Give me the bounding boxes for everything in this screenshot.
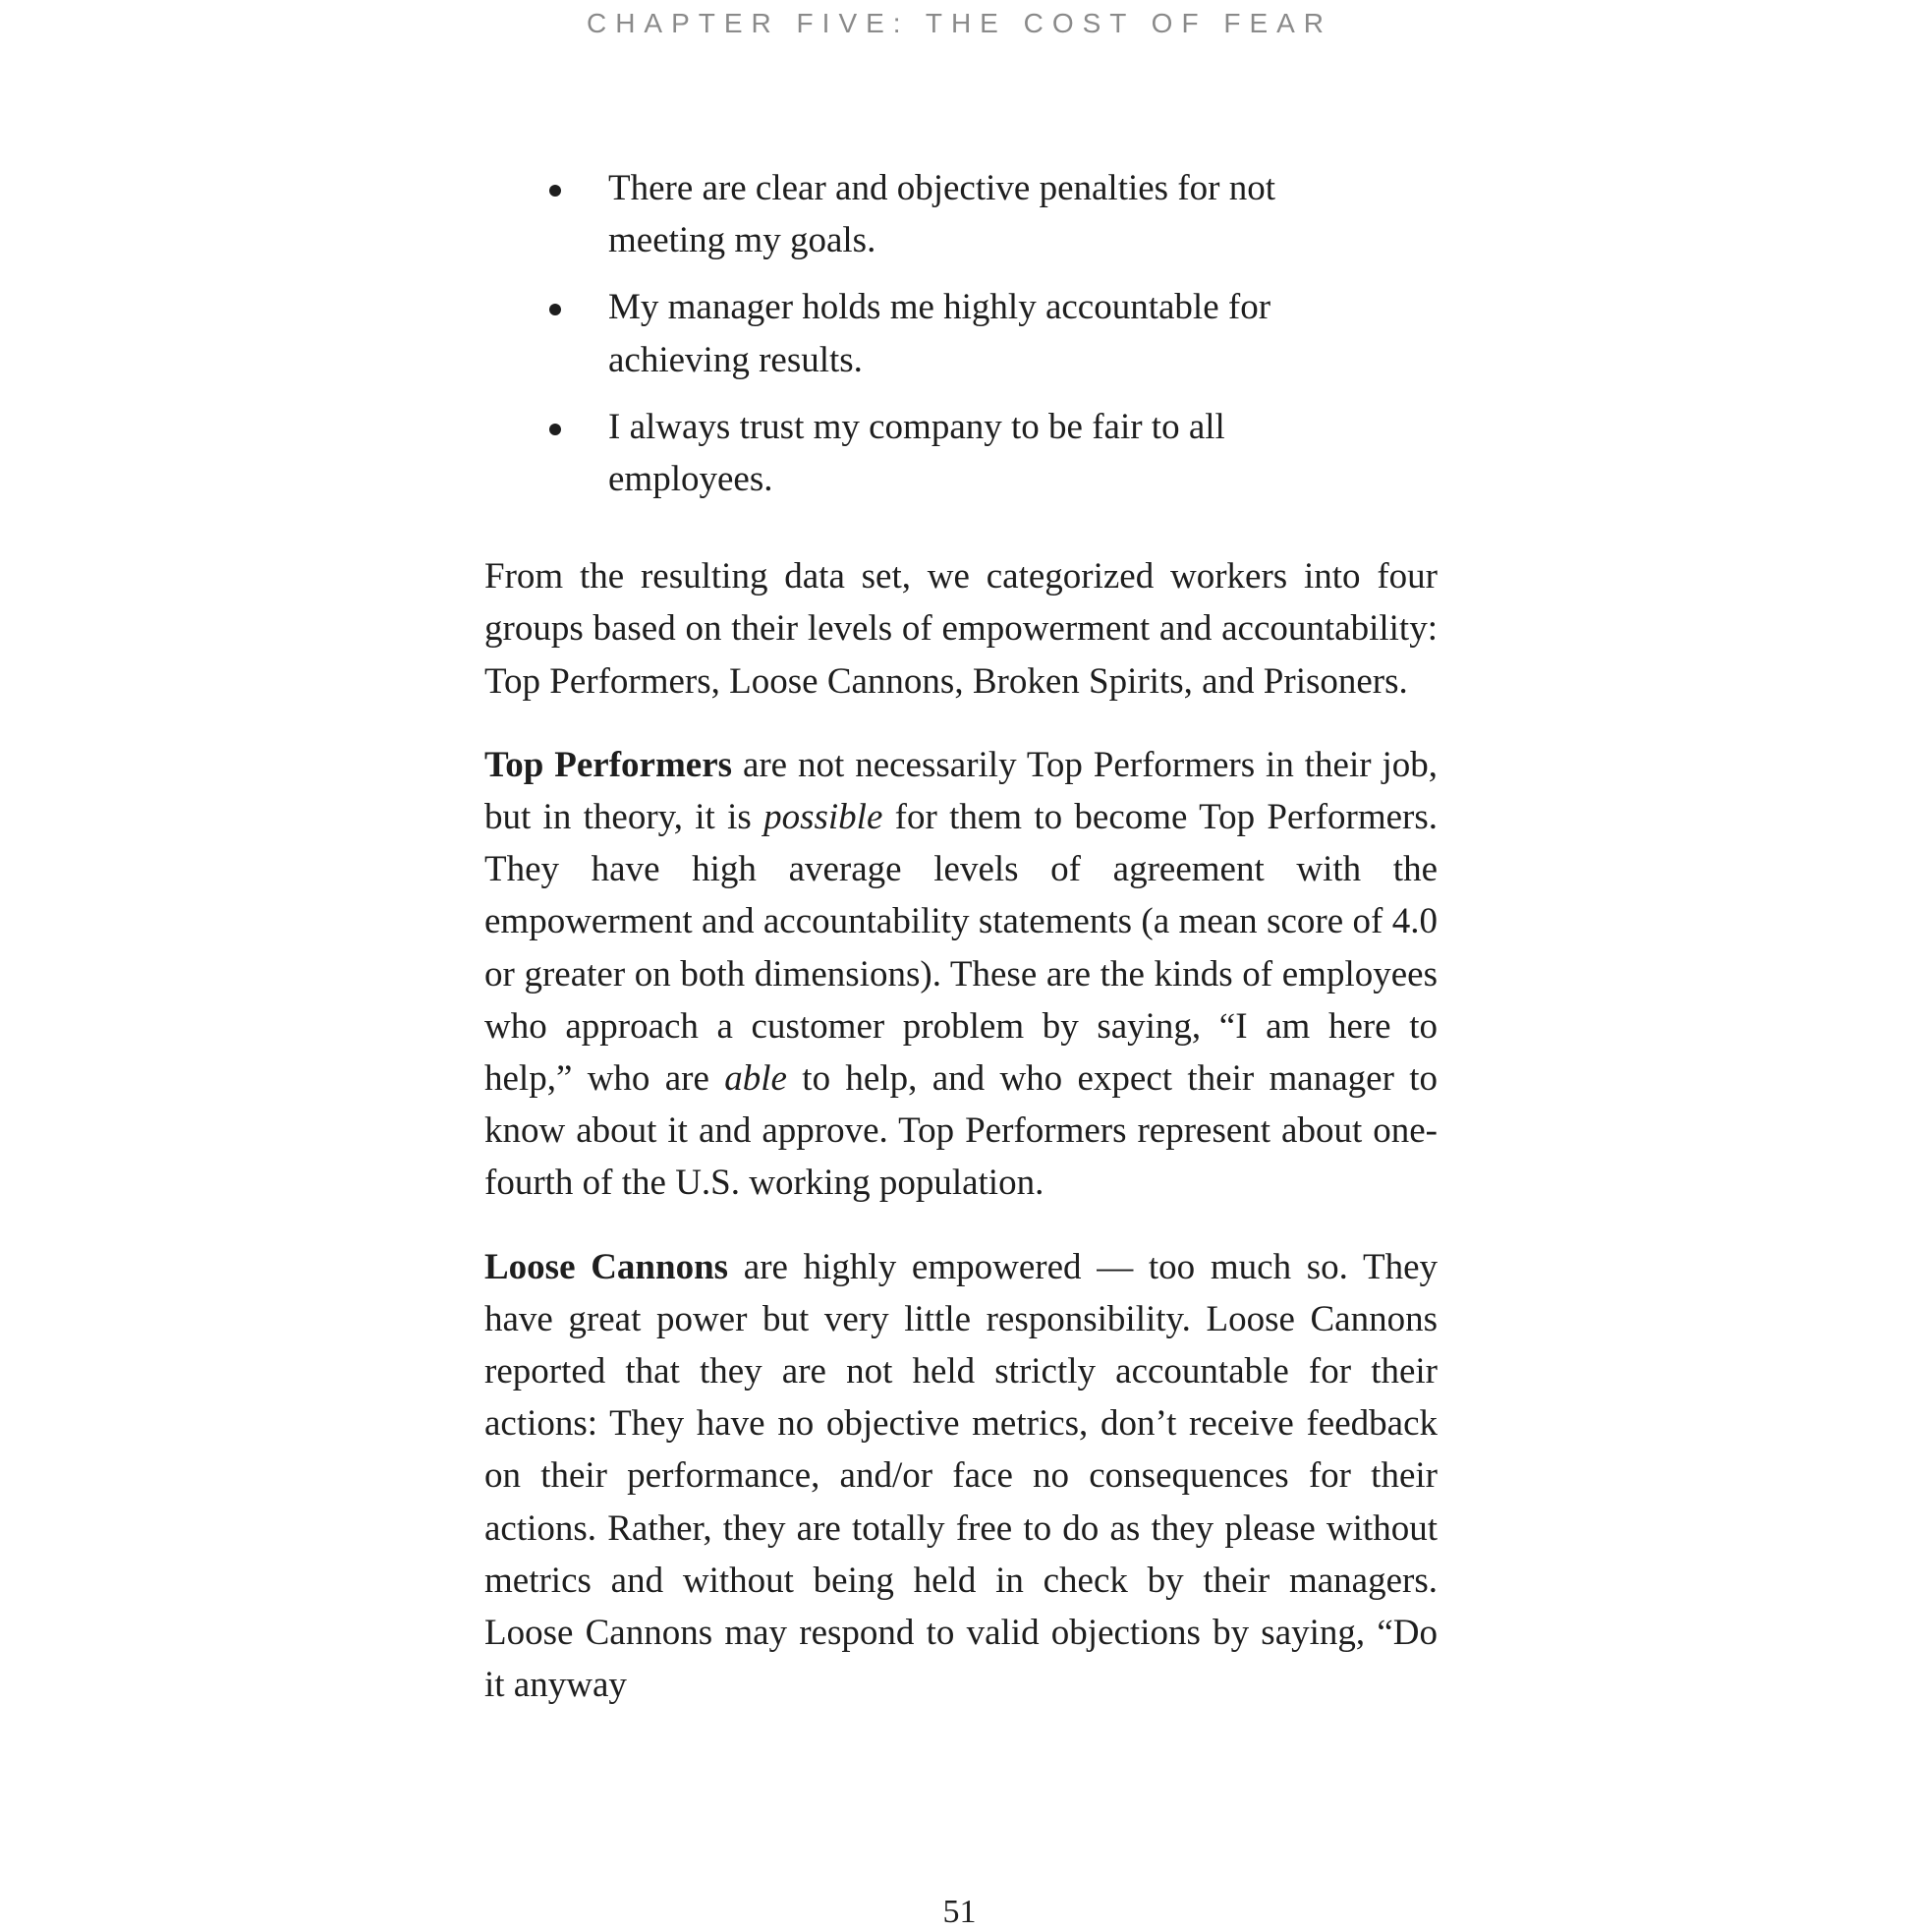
bullet-icon	[549, 304, 561, 315]
running-head: CHAPTER FIVE: THE COST OF FEAR	[586, 8, 1333, 38]
bullet-text: There are clear and objective penalties for not meeting my goals.	[608, 168, 1276, 261]
paragraph-groups: From the resulting data set, we categorized workers into four groups based on their levels of empowerment and accountability: Top Performers, Loose Cannons, Broken Spirits, and Prisoners.	[484, 556, 1438, 702]
term-top-performers: Top Performers	[484, 744, 733, 785]
list-item	[608, 162, 1355, 266]
list-item	[608, 281, 1355, 385]
paragraph-text: are highly empowered — too much so. They have great power but very little responsibility. Loose Cannons reported that they are not held strictly accountable for their actions: They have no objective metrics, don’t receive feedback on their performance, and/or face no consequences for their actions. Rather, they are totally free to do as they please without metrics and without being held in check by their managers. Loose Cannons may respond to valid objections by saying, “Do it anyway	[484, 1246, 1438, 1706]
bullet-icon	[549, 185, 561, 197]
bullet-list	[484, 162, 1438, 505]
emphasis-text: possible	[763, 797, 883, 838]
bullet-icon	[549, 424, 561, 435]
paragraph-text: are not necessarily Top Performers in their job, but in theory, it is	[484, 744, 1438, 838]
term-loose-cannons: Loose Cannons	[484, 1246, 729, 1287]
bullet-text: My manager holds me highly accountable for achieving results.	[608, 287, 1271, 380]
page-number: 51	[942, 1894, 977, 1930]
paragraph-loose-cannons	[484, 1241, 1438, 1712]
paragraph-top-performers	[484, 739, 1438, 1210]
bullet-text: I always trust my company to be fair to all employees.	[608, 406, 1225, 500]
paragraph-text: to help, and who expect their manager to know about it and approve. Top Performers represent about one-fourth of the U.S. working population.	[484, 1058, 1439, 1204]
emphasis-text: able	[724, 1058, 787, 1100]
paragraph-text: for them to become Top Performers. They have high average levels of agreement with the empowerment and accountability statements (a mean score of 4.0 or greater on both dimensions). These are the kinds of employees who approach a customer problem by saying, “I am here to help,” who are	[484, 797, 1439, 1100]
list-item	[608, 401, 1355, 505]
page-body	[484, 162, 1438, 1711]
